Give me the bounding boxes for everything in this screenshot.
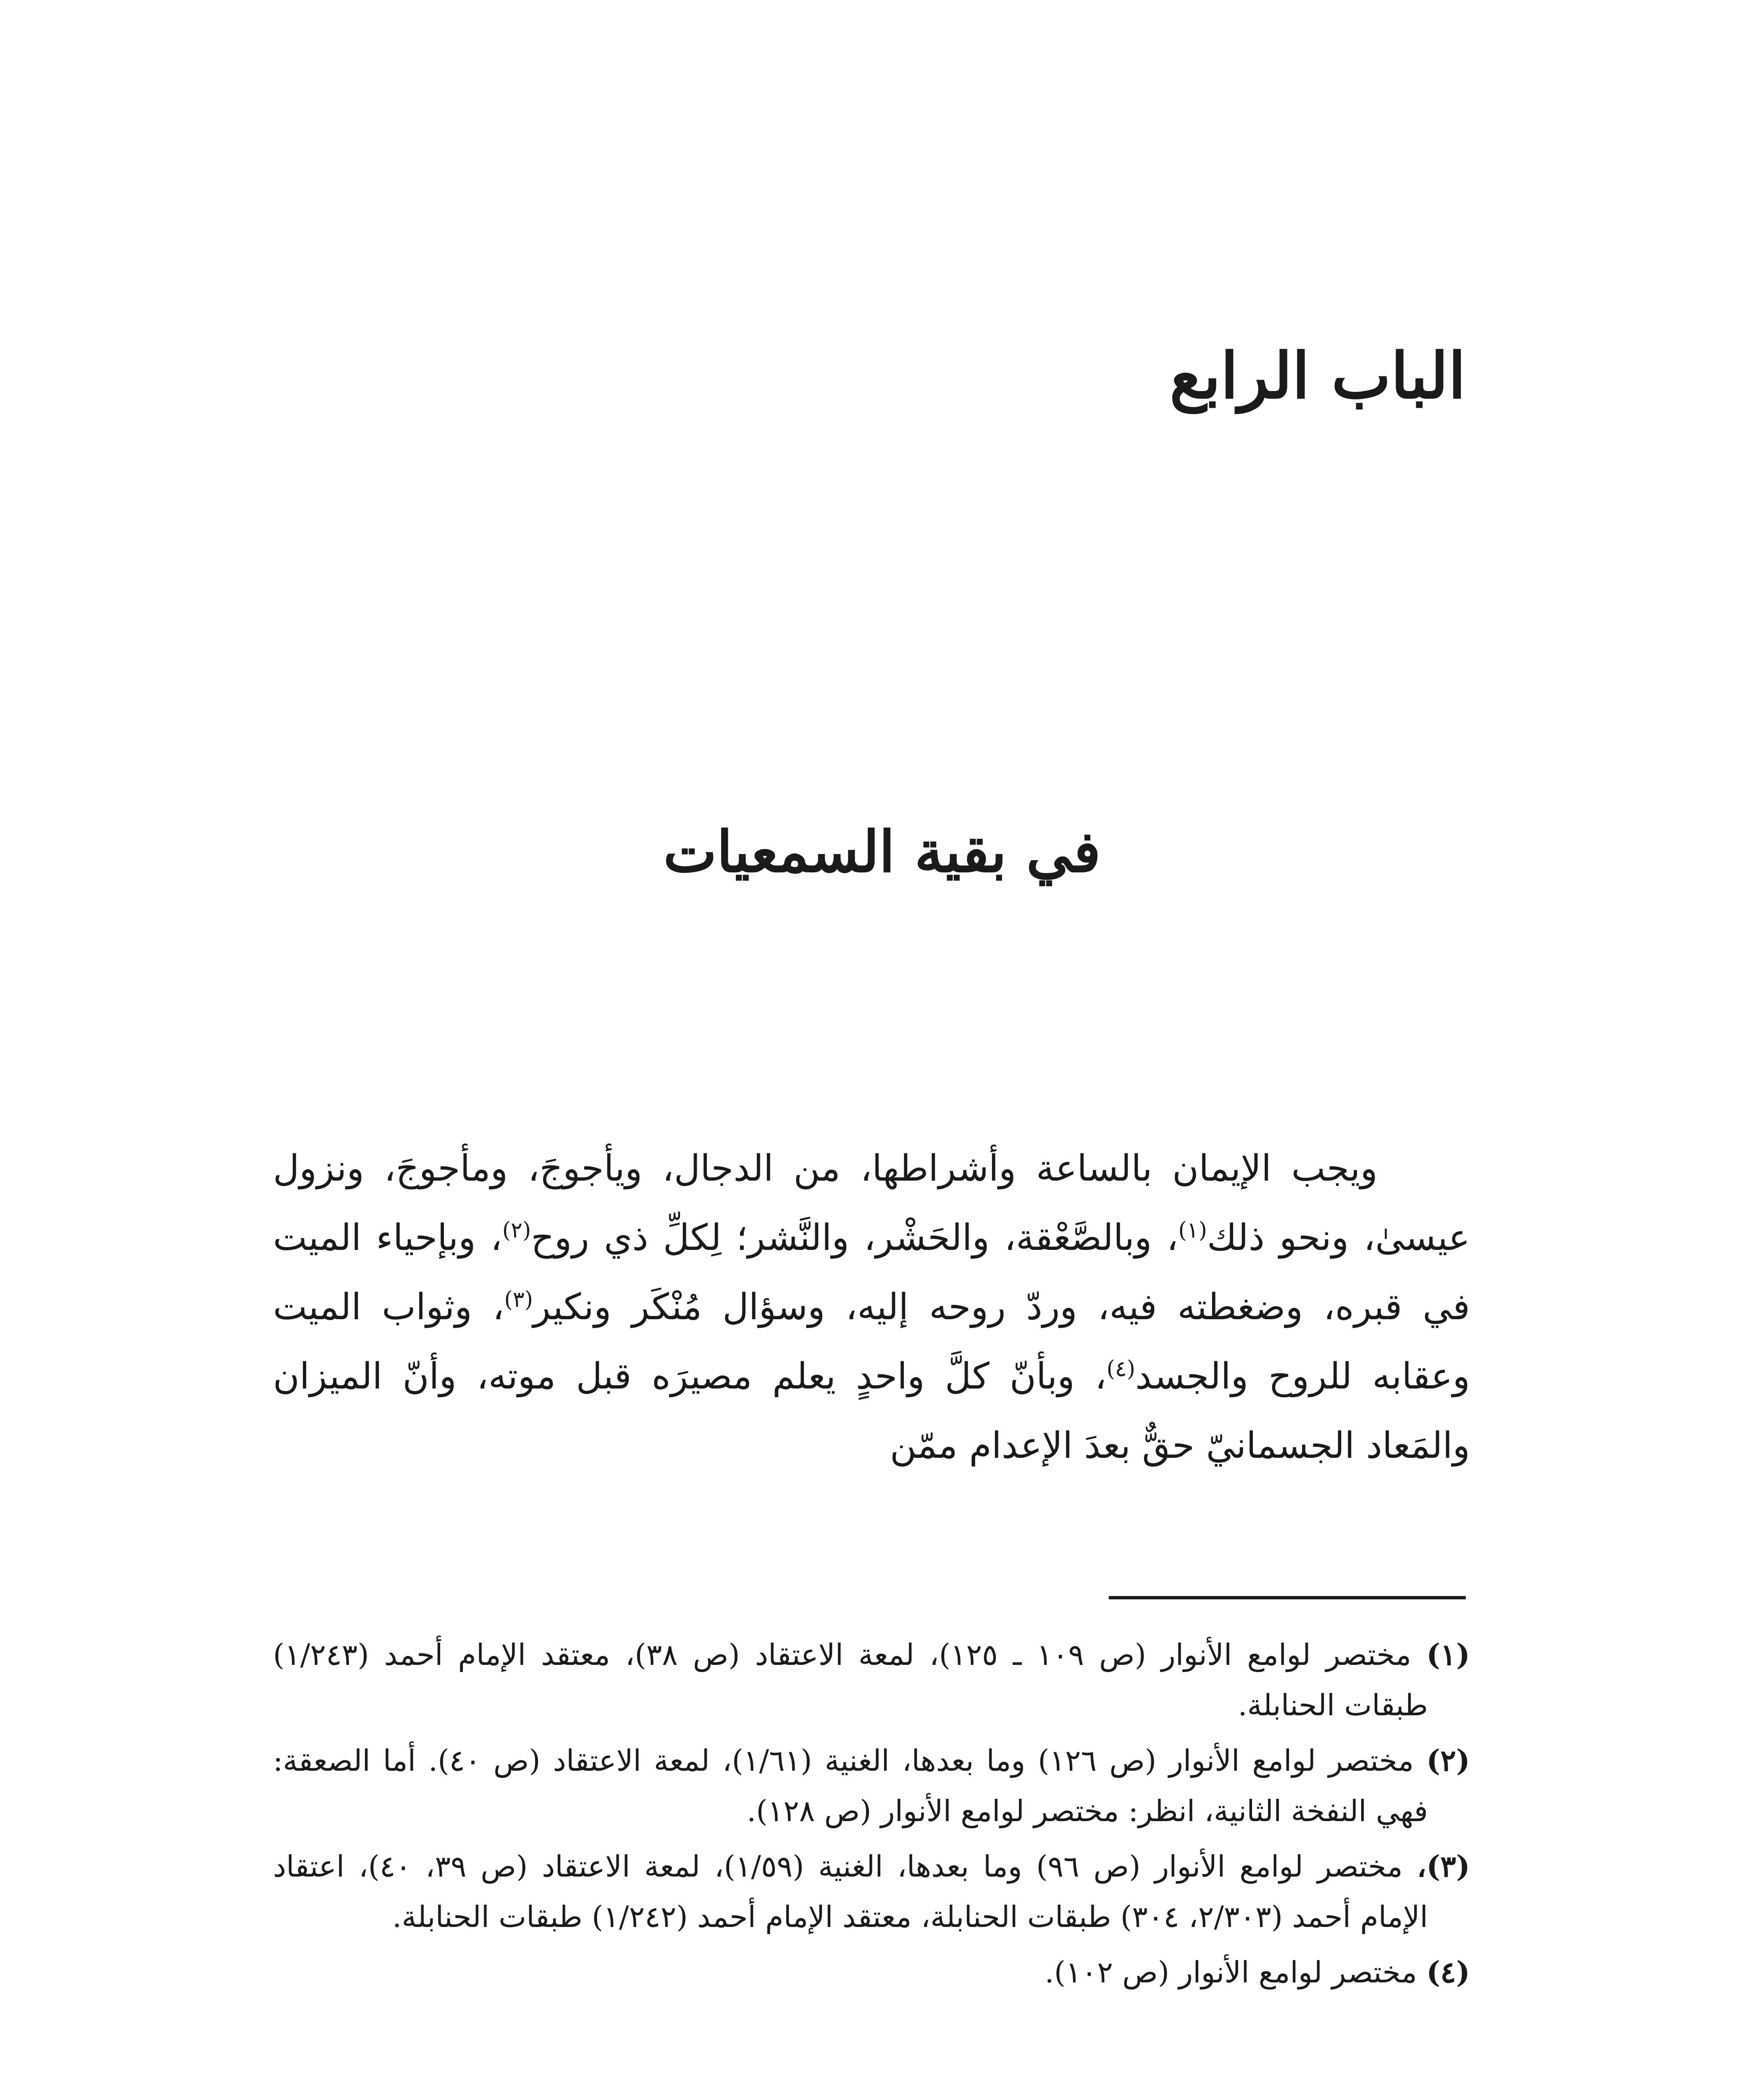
footnote-number: (٢): [1426, 1743, 1470, 1778]
footnote-number: (١): [1426, 1637, 1470, 1672]
body-text-part: ، وبأنّ كلَّ واحدٍ يعلم مصيرَه قبل موته، وأنّ الميزان والمَعاد الجسمانيّ حقٌّ بعدَ الإعدام ممّن: [273, 1355, 1470, 1467]
body-text-part: ، وثواب الميت وعقابه للروح والجسد: [273, 1286, 1470, 1397]
footnote-item: [273, 1841, 1470, 1942]
footnote-text: مختصر لوامع الأنوار (ص ١٢٦) وما بعدها، الغنية (١/٦١)، لمعة الاعتقاد (ص ٤٠). أما الصعقة: فهي النفخة الثانية، انظر: مختصر لوامع الأنوار (ص ١٢٨).: [273, 1743, 1428, 1828]
footnote-number: (٤): [1426, 1955, 1470, 1990]
footnote-ref[interactable]: (٤): [1106, 1356, 1136, 1382]
footnote-text: مختصر لوامع الأنوار (ص ٩٦) وما بعدها، الغنية (١/٥٩)، لمعة الاعتقاد (ص ٣٩، ٤٠)، اعتقاد الإمام أحمد (٢/٣٠٣، ٣٠٤) طبقات الحنابلة، معتقد الإمام أحمد (١/٢٤٢) طبقات الحنابلة.: [273, 1849, 1428, 1934]
body-text-part: ويجب الإيمان بالساعة وأشراطها، من الدجال، ويأجوجَ، ومأجوجَ، ونزول عيسىٰ، ونحو ذلك: [273, 1147, 1470, 1259]
footnote-ref[interactable]: (١): [1178, 1218, 1207, 1243]
footnote-ref[interactable]: (٢): [502, 1218, 531, 1243]
footnote-text: مختصر لوامع الأنوار (ص ١٠٢).: [1045, 1955, 1417, 1990]
footnote-number: (٣)،: [1417, 1849, 1470, 1884]
footnote-divider: [1109, 1596, 1466, 1599]
footnotes-list: [273, 1630, 1470, 2003]
footnote-text: مختصر لوامع الأنوار (ص ١٠٩ ـ ١٢٥)، لمعة الاعتقاد (ص ٣٨)، معتقد الإمام أحمد (١/٢٤٣) طبقات الحنابلة.: [273, 1638, 1428, 1722]
footnote-item: [273, 1735, 1470, 1836]
body-paragraph: [273, 1134, 1470, 1480]
body-text-part: ، وبالصَّعْقة، والحَشْر، والنَّشر؛ لِكلِّ ذي روح: [531, 1217, 1179, 1259]
chapter-title: الباب الرابع: [1169, 339, 1466, 413]
body-text-part: ، وبإحياء الميت في قبره، وضغطته فيه، وردّ روحه إليه، وسؤال مُنْكَر ونكير: [273, 1217, 1470, 1328]
footnote-item: [273, 1947, 1470, 1998]
footnote-ref[interactable]: (٣): [504, 1287, 533, 1312]
footnote-item: [273, 1630, 1470, 1730]
section-title: في بقية السمعيات: [663, 818, 1101, 885]
